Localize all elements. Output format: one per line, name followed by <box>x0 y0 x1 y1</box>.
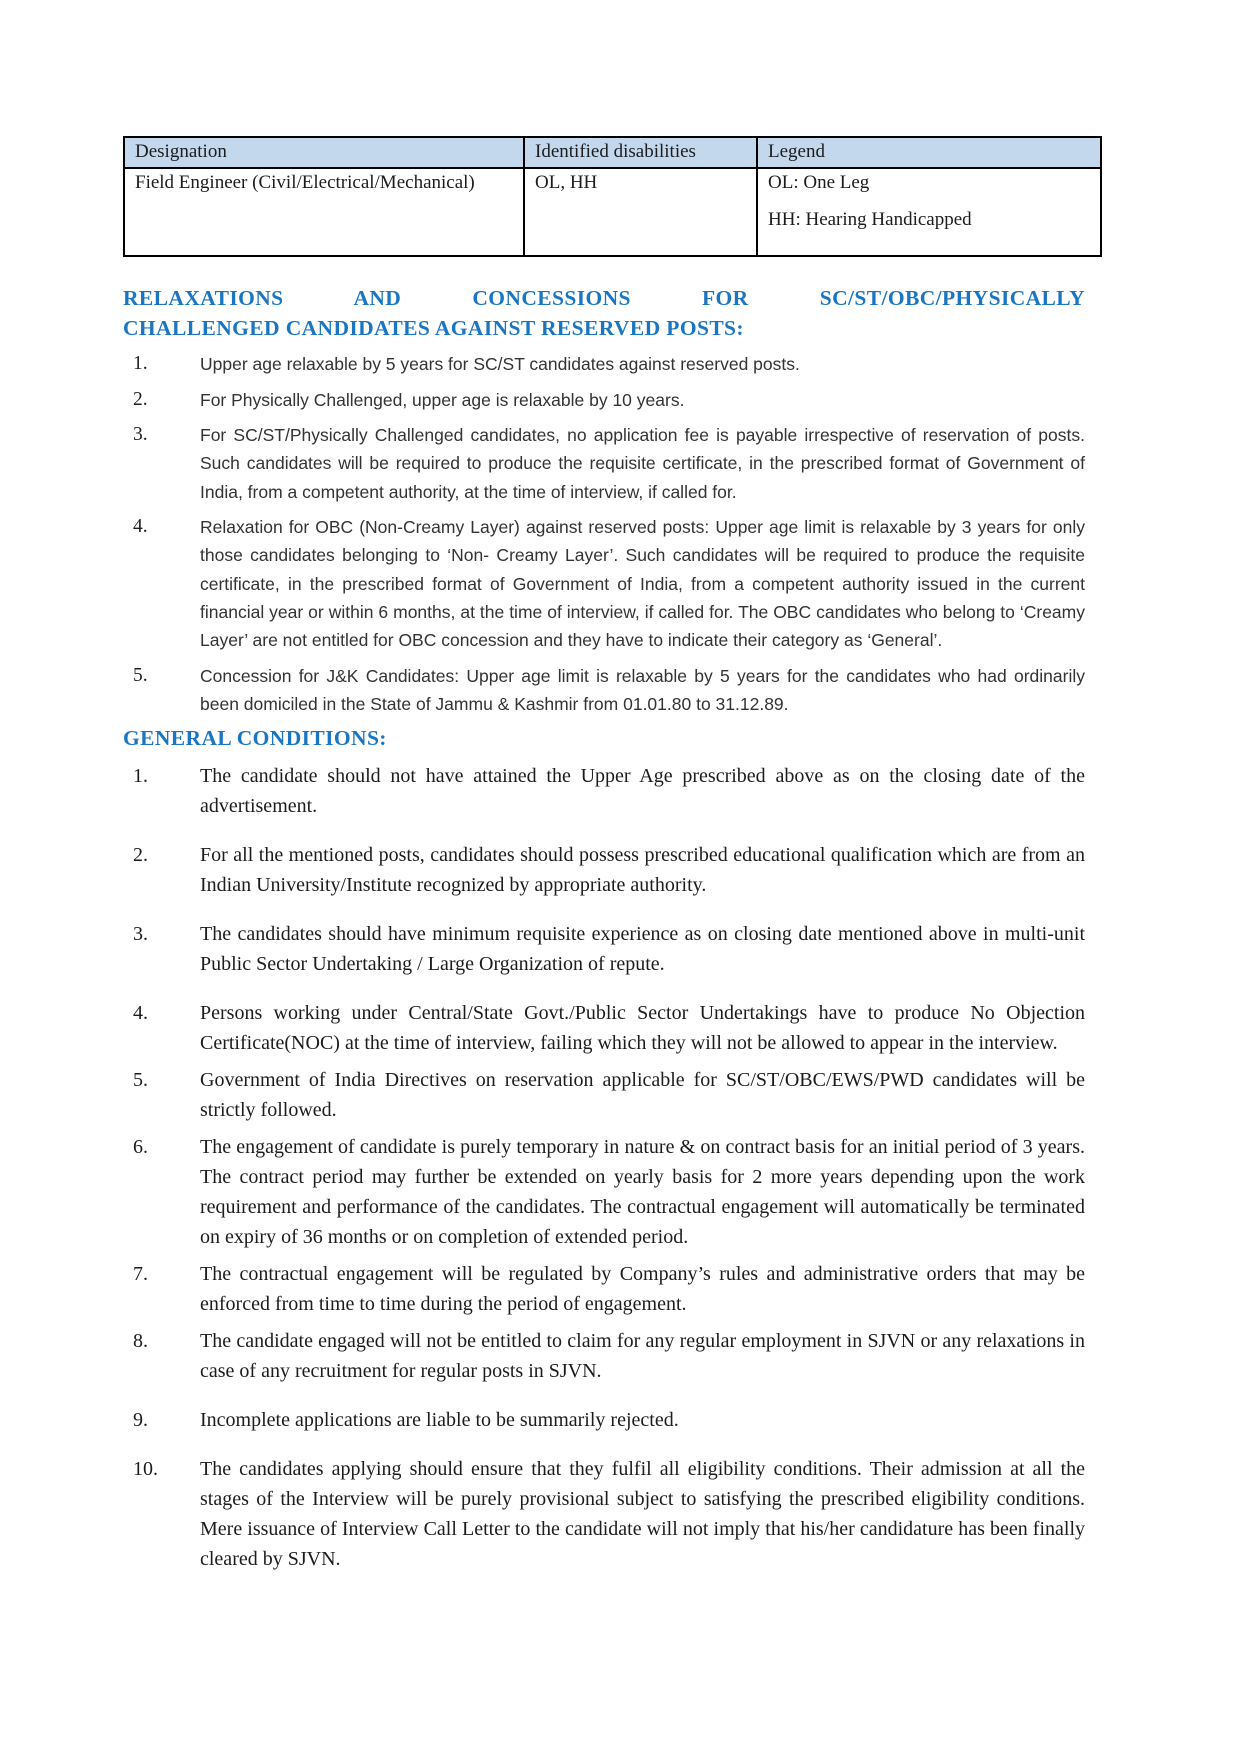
disabilities-table <box>123 136 1102 257</box>
col-header-legend: Legend <box>757 137 1101 168</box>
list-item <box>123 1326 1085 1386</box>
list-item-text: The candidate engaged will not be entitled to claim for any regular employment in SJVN or any relaxations in case of any recruitment for regular posts in SJVN. <box>200 1330 1085 1383</box>
list-item-number: 4. <box>133 1002 148 1025</box>
relaxations-list <box>123 350 1085 718</box>
list-item <box>123 919 1085 979</box>
list-item-number: 7. <box>133 1263 148 1286</box>
designation-cell: Field Engineer (Civil/Electrical/Mechanical) <box>124 168 524 256</box>
table-row <box>124 168 1101 256</box>
list-item-number: 2. <box>133 844 148 867</box>
list-item-text: Concession for J&K Candidates: Upper age limit is relaxable by 5 years for the candidates who had ordinarily been domiciled in the State of Jammu & Kashmir from 01.01.80 to 31.12.89. <box>200 665 1085 715</box>
list-item <box>123 761 1085 821</box>
disabilities-cell: OL, HH <box>524 168 757 256</box>
list-item-text: For all the mentioned posts, candidates should possess prescribed educational qualification which are from an Indian University/Institute recognized by appropriate authority. <box>200 844 1085 897</box>
list-item <box>123 513 1085 655</box>
list-item-text: Incomplete applications are liable to be summarily rejected. <box>200 1409 679 1432</box>
list-item <box>123 1132 1085 1252</box>
list-item-text: The candidates applying should ensure that they fulfil all eligibility conditions. Their admission at all the stages of the Interview will be purely provisional subject to satisfying the prescribed eligibility conditions. Mere issuance of Interview Call Letter to the candidate will not imply that his/her candidature has been finally cleared by SJVN. <box>200 1458 1085 1571</box>
list-item <box>123 350 1085 378</box>
list-item <box>123 1065 1085 1125</box>
general-conditions-list <box>123 761 1085 1574</box>
list-item-text: The engagement of candidate is purely temporary in nature & on contract basis for an initial period of 3 years. The contract period may further be extended on yearly basis for 2 more years depending upon the work requirement and performance of the candidates. The contractual engagement will automatically be terminated on expiry of 36 months or on completion of extended period. <box>200 1136 1085 1249</box>
list-item-number: 3. <box>133 424 148 445</box>
list-item-number: 8. <box>133 1330 148 1353</box>
legend-line-ol: OL: One Leg <box>768 172 870 193</box>
list-item-text: The candidate should not have attained the Upper Age prescribed above as on the closing date of the advertisement. <box>200 765 1085 818</box>
section-heading-general-conditions <box>123 724 1085 754</box>
list-item-number: 5. <box>133 664 148 686</box>
list-item-text: Persons working under Central/State Govt./Public Sector Undertakings have to produce No Objection Certificate(NOC) at the time of interview, failing which they will not be allowed to appear in the interview. <box>200 1002 1085 1055</box>
list-item-text: The candidates should have minimum requisite experience as on closing date mentioned above in multi-unit Public Sector Undertaking / Large Organization of repute. <box>200 923 1085 976</box>
list-item <box>123 1259 1085 1319</box>
heading-line: CHALLENGED CANDIDATES AGAINST RESERVED POSTS: <box>123 315 744 340</box>
list-item <box>123 998 1085 1058</box>
list-item <box>123 1405 1085 1435</box>
col-header-designation: Designation <box>124 137 524 168</box>
list-item <box>123 840 1085 900</box>
legend-cell <box>757 168 1101 256</box>
list-item-text: Upper age relaxable by 5 years for SC/ST candidates against reserved posts. <box>200 354 800 375</box>
list-item-number: 5. <box>133 1069 148 1092</box>
list-item <box>123 662 1085 719</box>
list-item-number: 10. <box>133 1458 158 1481</box>
col-header-identified-disabilities: Identified disabilities <box>524 137 757 168</box>
list-item <box>123 386 1085 414</box>
list-item-number: 2. <box>133 388 148 410</box>
list-item-number: 1. <box>133 353 148 375</box>
list-item <box>123 1454 1085 1574</box>
list-item <box>123 421 1085 506</box>
section-heading-relaxations <box>123 284 1085 343</box>
list-item-text: Government of India Directives on reservation applicable for SC/ST/OBC/EWS/PWD candidates will be strictly followed. <box>200 1069 1085 1122</box>
legend-line-hh: HH: Hearing Handicapped <box>768 209 972 230</box>
list-item-number: 3. <box>133 923 148 946</box>
list-item-number: 1. <box>133 765 148 788</box>
list-item-text: For Physically Challenged, upper age is relaxable by 10 years. <box>200 389 685 410</box>
list-item-number: 6. <box>133 1136 148 1159</box>
list-item-text: The contractual engagement will be regulated by Company’s rules and administrative orders that may be enforced from time to time during the period of engagement. <box>200 1263 1085 1316</box>
list-item-number: 4. <box>133 516 148 538</box>
heading-line: RELAXATIONS AND CONCESSIONS FOR SC/ST/OBC/PHYSICALLY <box>123 286 1085 310</box>
list-item-text: For SC/ST/Physically Challenged candidates, no application fee is payable irrespective of reservation of posts. Such candidates will be required to produce the requisite certificate, in the prescribed format of Government of India, from a competent authority, at the time of interview, if called for. <box>200 425 1085 502</box>
heading-line: GENERAL CONDITIONS: <box>123 726 387 751</box>
list-item-text: Relaxation for OBC (Non-Creamy Layer) against reserved posts: Upper age limit is relaxable by 3 years for only those candidates belonging to ‘Non- Creamy Layer’. Such candidates will be required to produce the requisite certificate, in the prescribed format of Government of India, from a competent authority issued in the current financial year or within 6 months, at the time of interview, if called for. The OBC candidates who belong to ‘Creamy Layer’ are not entitled for OBC concession and they have to indicate their category as ‘General’. <box>200 517 1085 651</box>
table-header-row <box>124 137 1101 168</box>
list-item-number: 9. <box>133 1409 148 1432</box>
